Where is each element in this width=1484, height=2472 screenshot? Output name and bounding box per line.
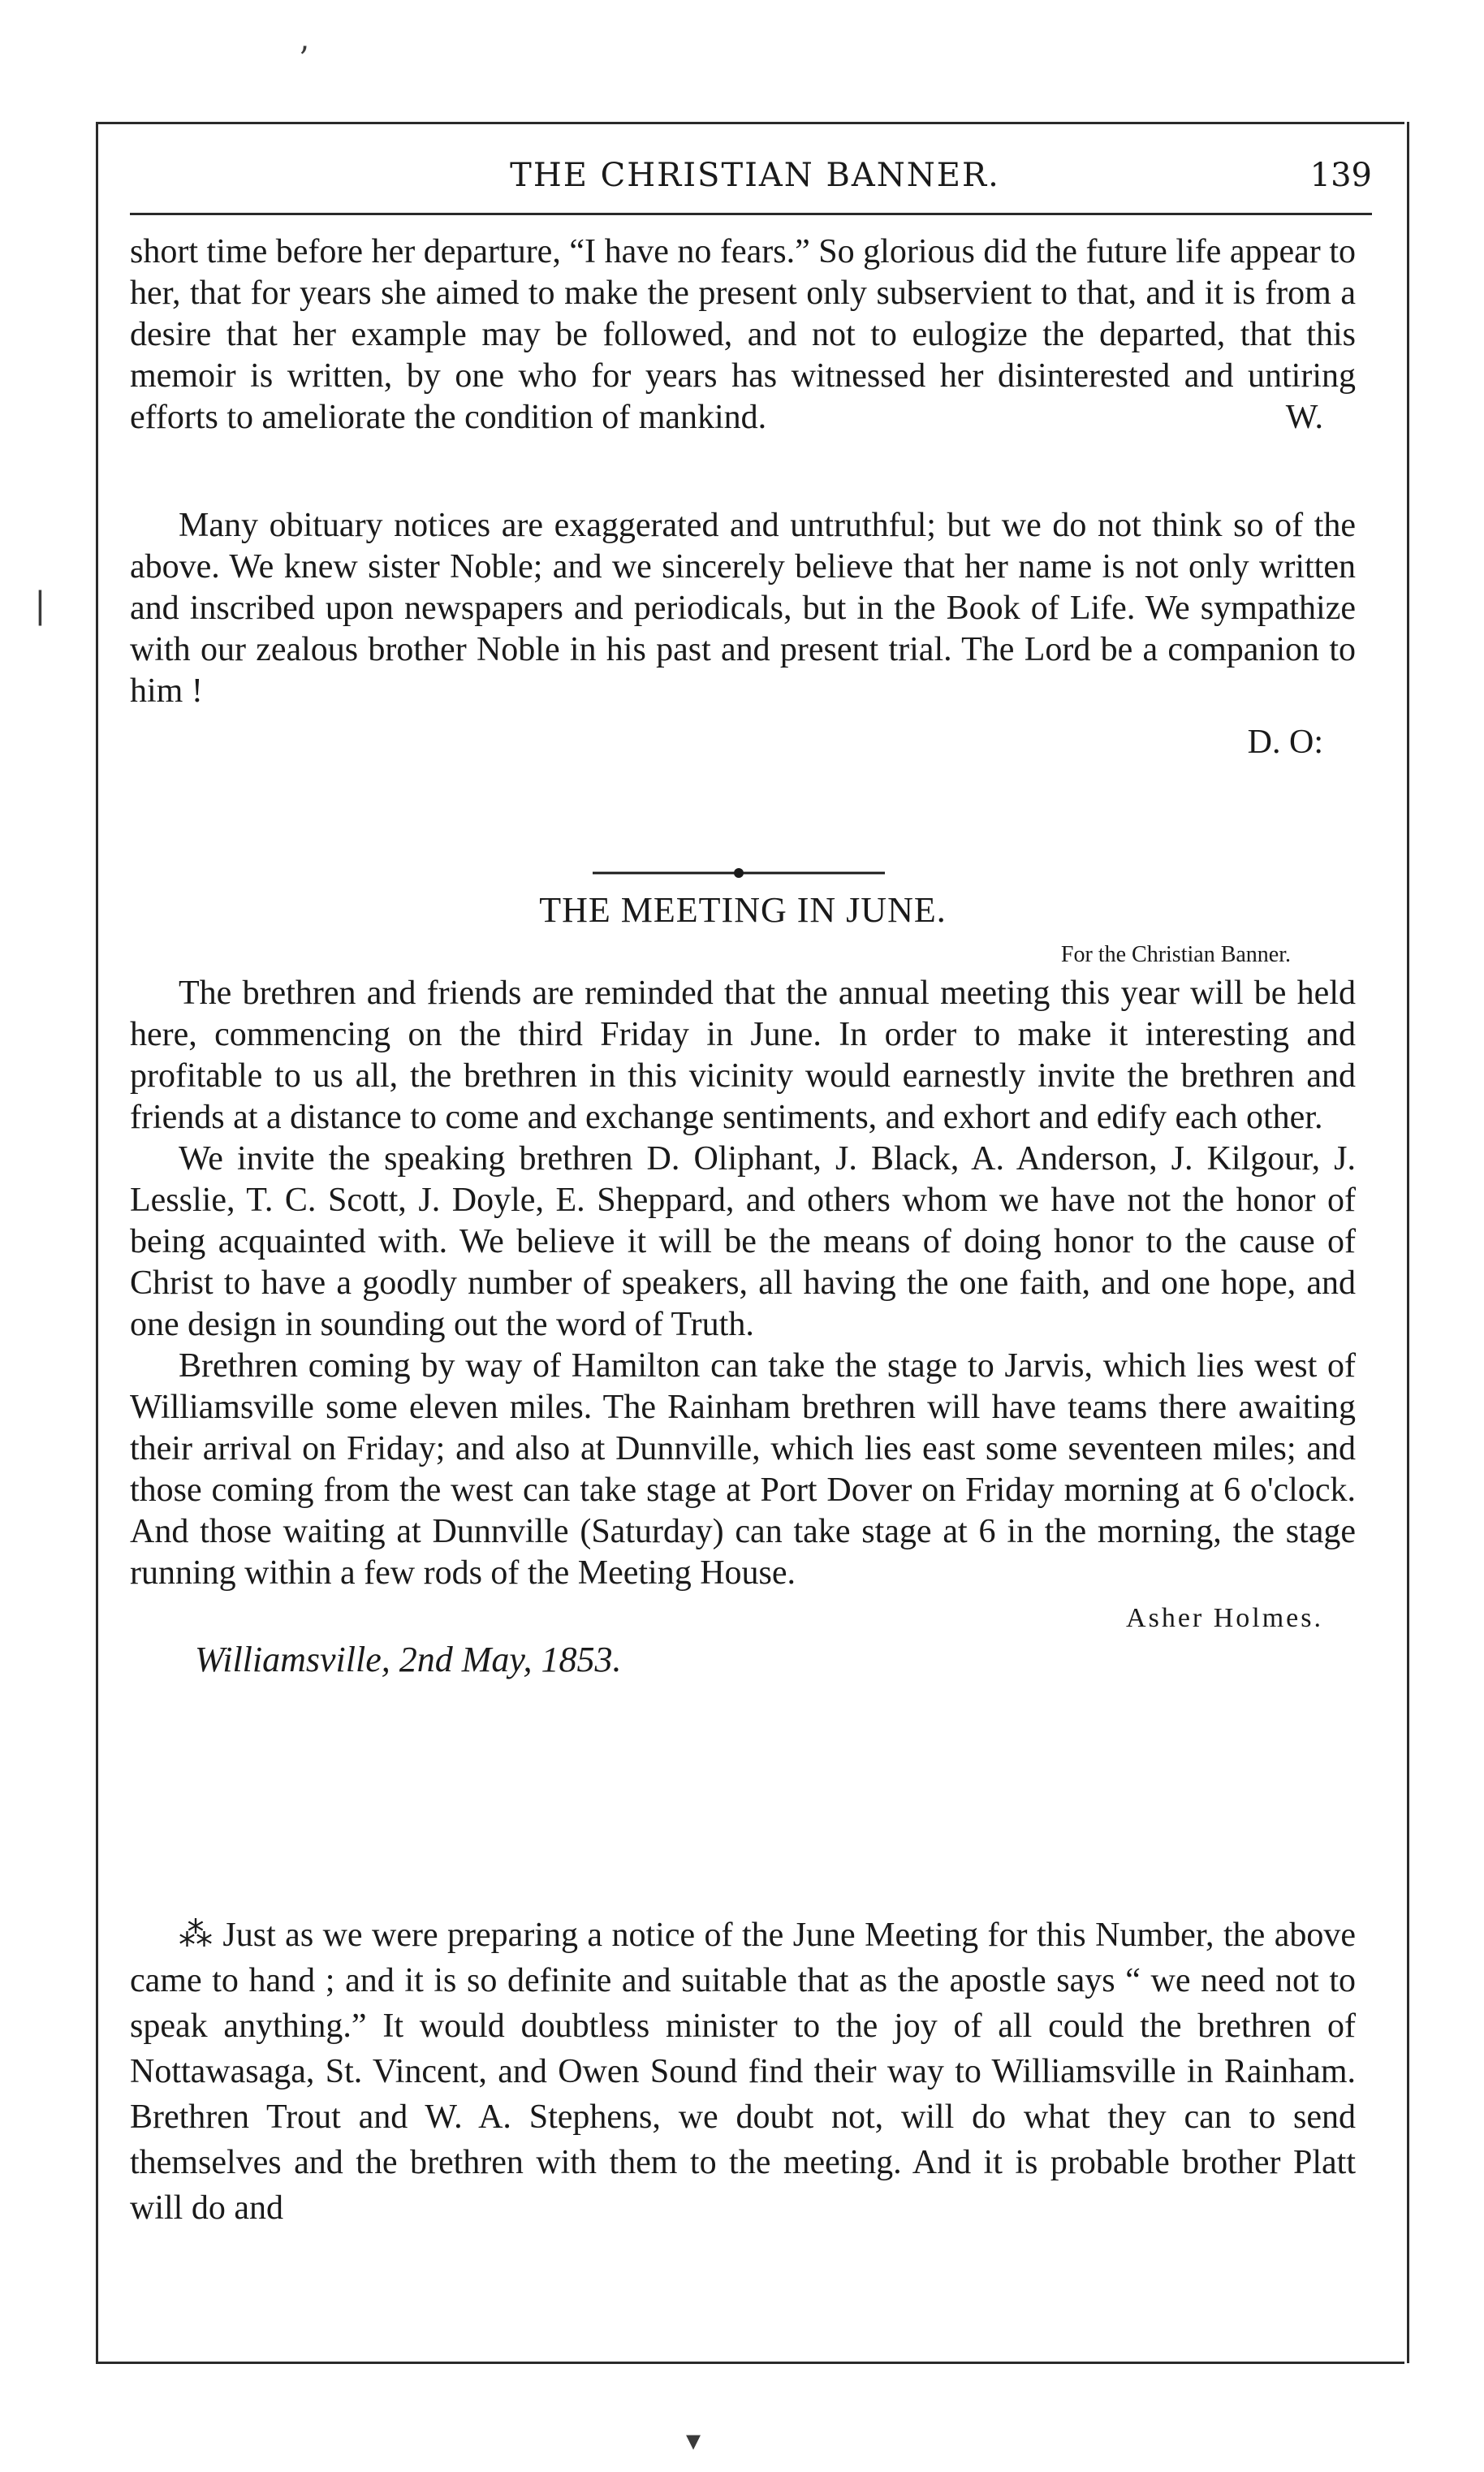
ornamental-divider — [593, 867, 885, 879]
editorial-note-signature: D. O: — [1247, 724, 1323, 761]
bottom-frame-rule — [96, 2362, 1404, 2364]
obituary-paragraph: short time before her departure, “I have no fears.” So glorious did the future life appear to her, that for years she aimed to make the present only subservient to that, and it is from a desire that her example may be followed, and not to eulogize the departed, that this memoir is written, by one who for years has witnessed her disinterested and untiring efforts to ameliorate the condition of mankind. — [130, 233, 1356, 436]
editorial-note-section — [130, 505, 1356, 763]
page-number: 139 — [1309, 157, 1372, 194]
obituary-signature: W. — [1285, 399, 1323, 436]
editorial-note-paragraph: Many obituary notices are exaggerated and untruthful; but we do not think so of the above. We knew sister Noble; and we sincerely believe that her name is not only written and inscribed upon newspapers and periodicals, but in the Book of Life. We sympathize with our zealous brother Noble in his past and present trial. The Lord be a companion to him ! — [130, 507, 1356, 710]
article-byline: For the Christian Banner. — [1060, 942, 1291, 967]
journal-title: THE CHRISTIAN BANNER. — [510, 157, 1000, 194]
editor-comment-paragraph: ⁂ Just as we were preparing a notice of the June Meeting for this Number, the above came to hand ; and it is so definite and suitable that as the apostle says “ we need not to speak anything.” It would doubtless minister to the joy of all could the brethren of Nottawasaga, St. Vincent, and Owen Sound find their way to Williamsville in Rainham. Brethren Trout and W. A. Stephens, we doubt not, will do what they can to send themselves and the brethren with them to the meeting. And it is probable brother Platt will do and — [130, 1917, 1356, 2227]
scan-mark: | — [34, 585, 46, 626]
header-rule — [130, 213, 1372, 215]
meeting-article — [130, 889, 1356, 1680]
scan-mark: ▾ — [686, 2424, 701, 2457]
article-paragraph: The brethren and friends are reminded that the annual meeting this year will be held here, commencing on the third Friday in June. In order to make it interesting and profitable to us all, the brethren in this vicinity would earnestly invite the brethren and friends at a distance to come and exchange sentiments, and exhort and edify each other. — [130, 975, 1356, 1136]
editor-comment-section — [130, 1912, 1356, 2231]
article-paragraph: Brethren coming by way of Hamilton can take the stage to Jarvis, which lies west of Williamsville some eleven miles. The Rainham brethren will have teams there awaiting their arrival on Friday; and also at Dunnville, which lies east some seventeen miles; and those coming from the west can take stage at Port Dover on Friday morning at 6 o'clock. And those waiting at Dunnville (Saturday) can take stage at 6 in the morning, the stage running within a few rods of the Meeting House. — [130, 1347, 1356, 1592]
top-frame-rule — [96, 122, 1404, 124]
article-signature: Asher Holmes. — [1126, 1603, 1323, 1633]
scan-mark: ’ — [299, 41, 309, 78]
article-dateline: Williamsville, 2nd May, 1853. — [195, 1640, 622, 1679]
running-head — [138, 150, 1372, 199]
article-title: THE MEETING IN JUNE. — [539, 890, 947, 930]
obituary-section — [130, 231, 1356, 439]
article-paragraph: We invite the speaking brethren D. Oliphant, J. Black, A. Anderson, J. Kilgour, J. Lesslie, T. C. Scott, J. Doyle, E. Sheppard, and others whom we have not the honor of being acquainted with. We believe it will be the means of doing honor to the cause of Christ to have a goodly number of speakers, all having the one faith, and one hope, and one design in sounding out the word of Truth. — [130, 1140, 1356, 1343]
